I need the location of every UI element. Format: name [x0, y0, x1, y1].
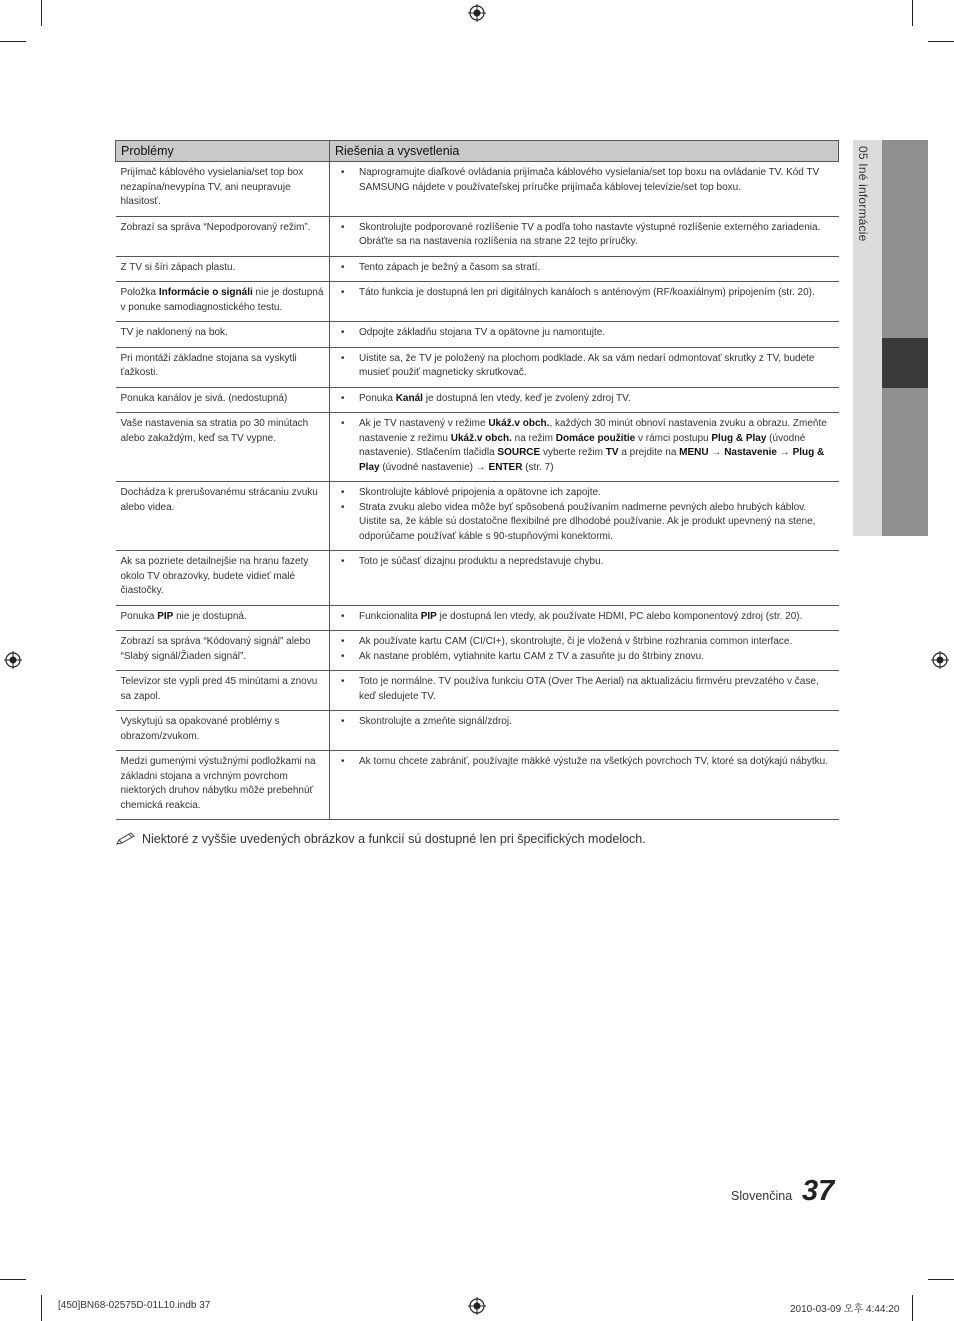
solution-list	[339, 417, 834, 475]
print-timestamp: 2010-03-09 오후 4:44:20	[790, 1304, 900, 1315]
solution-list	[339, 715, 834, 730]
solution-list	[339, 166, 834, 195]
text-segment: nie je dostupná.	[173, 610, 247, 622]
header-solutions: Riešenia a vysvetlenia	[330, 141, 839, 162]
text-segment: Ponuka	[359, 392, 396, 404]
text-segment: Ponuka	[120, 610, 158, 622]
table-row	[116, 322, 839, 348]
crop-mark	[0, 1279, 26, 1280]
solution-cell	[330, 162, 839, 217]
ui-term: TV	[605, 447, 619, 458]
solution-cell	[330, 256, 839, 282]
solution-list	[339, 392, 834, 407]
solution-cell	[330, 631, 839, 671]
text-segment: a prejdite na	[618, 447, 680, 458]
solution-item	[339, 486, 834, 501]
text-segment: Táto funkcia je dostupná len pri digitálnych kanáloch s anténovým (RF/koaxiálnym) pripojením (str. 20).	[359, 287, 815, 298]
solution-item	[339, 715, 834, 730]
text-segment: Ponuka kanálov je sivá. (nedostupná)	[120, 392, 288, 404]
solution-item	[339, 555, 834, 570]
table-row	[116, 605, 839, 631]
solution-cell	[330, 216, 839, 256]
solution-item	[339, 392, 834, 407]
ui-term: SOURCE	[497, 447, 541, 458]
solution-list	[339, 755, 834, 770]
problem-cell	[116, 216, 330, 256]
text-segment: Z TV si šíri zápach plastu.	[120, 261, 236, 273]
registration-mark-icon	[468, 4, 486, 22]
text-segment: Odpojte základňu stojana TV a opätovne ju namontujte.	[359, 327, 606, 338]
text-segment: Televízor ste vypli pred 45 minútami a znovu sa zapol.	[120, 676, 318, 702]
table-row	[116, 482, 839, 551]
ui-term: ENTER	[488, 461, 523, 473]
table-row	[116, 387, 839, 413]
problem-cell	[116, 282, 330, 322]
table-row	[116, 671, 839, 711]
table-row	[116, 282, 839, 322]
text-segment: Medzi gumenými výstužnými podložkami na základni stojana a vrchným povrchom niektorých druhov nábytku môže prebehnúť chemická reakcia.	[120, 756, 316, 811]
table-header-row	[116, 141, 839, 162]
solution-list	[339, 352, 834, 381]
solution-list	[339, 286, 834, 301]
text-segment: Funkcionalita	[359, 610, 421, 622]
solution-list	[339, 610, 834, 625]
text-segment: Naprogramujte diaľkové ovládania prijímača káblového vysielania/set top boxu na ovládanie TV. Kód TV SAMSUNG nájdete v používateľskej príručke prijímača káblovej televízie/set top boxu.	[359, 167, 820, 193]
ui-term: PIP	[157, 610, 174, 622]
text-segment: na režim	[511, 432, 556, 444]
ui-term: Ukáž.v obch.	[488, 418, 550, 429]
solution-cell	[330, 387, 839, 413]
problem-cell	[116, 551, 330, 606]
ui-term: MENU	[679, 447, 709, 458]
note-text: Niektoré z vyššie uvedených obrázkov a funkcií sú dostupné len pri špecifických modeloch.	[142, 832, 646, 846]
text-segment: nie je dostupná v ponuke samodiagnostického testu.	[120, 287, 324, 313]
solution-list	[339, 486, 834, 544]
solution-list	[339, 221, 834, 250]
ui-term: Informácie o signáli	[158, 287, 253, 298]
problem-cell	[116, 347, 330, 387]
ui-term: Kanál	[395, 392, 423, 404]
chapter-tab-marker	[882, 338, 928, 388]
solution-item	[339, 675, 834, 704]
text-segment: (úvodné nastavenie). Stlačením tlačidla	[359, 432, 806, 458]
table-row	[116, 413, 839, 482]
solution-item	[339, 221, 834, 250]
language-label: Slovenčina	[731, 1189, 793, 1203]
problem-cell	[116, 322, 330, 348]
crop-mark	[912, 0, 913, 26]
solution-item	[339, 352, 834, 381]
text-segment: je dostupná len vtedy, ak používate HDMI, PC alebo komponentový zdroj (str. 20).	[436, 610, 803, 622]
ui-term: Plug & Play	[711, 432, 767, 444]
text-segment: (úvodné nastavenie) →	[379, 461, 489, 473]
crop-mark	[912, 1295, 913, 1321]
text-segment: Ak sa pozriete detailnejšie na hranu fazety okolo TV obrazovky, budete vidieť malé čiastočky.	[120, 556, 309, 596]
text-segment: Ak nastane problém, vytiahnite kartu CAM z TV a zasuňte ju do štrbiny znovu.	[359, 650, 704, 662]
text-segment: Prijímač káblového vysielania/set top box nezapína/nevypína TV, ani neupravuje hlasitosť.	[120, 167, 304, 207]
solution-item	[339, 610, 834, 625]
troubleshooting-table	[115, 140, 839, 820]
table-body	[116, 162, 839, 820]
text-segment: Ak tomu chcete zabrániť, používajte mäkké výstuže na všetkých povrchoch TV, ktoré sa dotýkajú nábytku.	[359, 756, 828, 767]
text-segment: Skontrolujte podporované rozlíšenie TV a podľa toho nastavte výstupné rozlíšenie externého zariadenia. Obráťte sa na nastavenia rozlíšenia na strane 22 tejto príručky.	[359, 221, 821, 247]
ui-term: Domáce použitie	[555, 432, 636, 444]
table-row	[116, 347, 839, 387]
text-segment: Dochádza k prerušovanému strácaniu zvuku alebo videa.	[120, 487, 318, 513]
text-segment: , každých 30 minút obnoví nastavenia zvuku a obrazu. Zmeňte nastavenie z režimu	[359, 418, 827, 444]
solution-item	[339, 326, 834, 341]
crop-mark	[0, 41, 26, 42]
problem-cell	[116, 413, 330, 482]
table-row	[116, 751, 839, 820]
text-segment: vyberte režim	[540, 447, 606, 458]
solution-cell	[330, 605, 839, 631]
solution-item	[339, 417, 834, 475]
solution-item	[339, 650, 834, 665]
solution-list	[339, 261, 834, 276]
text-segment: Zobrazí sa správa “Nepodporovaný režim”.	[120, 221, 311, 233]
text-segment: v rámci postupu	[635, 432, 712, 444]
registration-mark-icon	[4, 651, 22, 669]
solution-item	[339, 635, 834, 650]
text-segment: Toto je súčasť dizajnu produktu a nepredstavuje chybu.	[359, 556, 604, 567]
problem-cell	[116, 711, 330, 751]
solution-cell	[330, 711, 839, 751]
ui-term: PIP	[420, 610, 437, 622]
text-segment: Toto je normálne. TV používa funkciu OTA (Over The Aerial) na aktualizáciu firmvéru prevzatého v čase, keď sledujete TV.	[359, 676, 819, 702]
ui-term: Nastavenie	[724, 447, 777, 458]
text-segment: Ak je TV nastavený v režime	[359, 418, 489, 429]
table-row	[116, 711, 839, 751]
registration-mark-icon	[931, 651, 949, 669]
registration-mark-icon	[468, 1297, 486, 1315]
solution-list	[339, 555, 834, 570]
problem-cell	[116, 605, 330, 631]
ui-term: Ukáž.v obch.	[450, 432, 512, 444]
text-segment: Zobrazí sa správa “Kódovaný signál” alebo “Slabý signál/Žiaden signál”.	[120, 636, 311, 662]
crop-mark	[41, 1295, 42, 1321]
solution-cell	[330, 551, 839, 606]
table-row	[116, 162, 839, 217]
problem-cell	[116, 482, 330, 551]
table-row	[116, 256, 839, 282]
solution-cell	[330, 282, 839, 322]
solution-cell	[330, 347, 839, 387]
chapter-label: 05 Iné informácie	[856, 146, 870, 242]
solution-item	[339, 501, 834, 545]
problem-cell	[116, 631, 330, 671]
text-segment: Položka	[120, 287, 159, 298]
problem-cell	[116, 162, 330, 217]
text-segment: Ak používate kartu CAM (CI/CI+), skontrolujte, či je vložená v štrbine rozhrania common interface.	[359, 636, 793, 647]
ui-term: Plug & Play	[359, 447, 825, 473]
crop-mark	[41, 0, 42, 26]
text-segment: Strata zvuku alebo videa môže byť spôsobená používaním nadmerne pevných alebo hrubých káblov. Uistite sa, že káble sú dostatočne flexibilné pre dlhodobé používanie. Ak je produkt upevnený na stene, odporúčame používať káble s 90-stupňovými konektormi.	[359, 501, 816, 542]
solution-cell	[330, 482, 839, 551]
problem-cell	[116, 751, 330, 820]
crop-mark	[928, 1279, 954, 1280]
page-number: 37	[802, 1175, 835, 1207]
solution-list	[339, 635, 834, 664]
text-segment: je dostupná len vtedy, keď je zvolený zdroj TV.	[422, 392, 631, 404]
problem-cell	[116, 256, 330, 282]
solution-cell	[330, 413, 839, 482]
solution-cell	[330, 751, 839, 820]
text-segment: Vyskytujú sa opakované problémy s obrazom/zvukom.	[120, 716, 280, 742]
crop-mark	[928, 41, 954, 42]
solution-item	[339, 261, 834, 276]
text-segment: Vaše nastavenia sa stratia po 30 minútach alebo zakaždým, keď sa TV vypne.	[120, 418, 309, 444]
solution-item	[339, 755, 834, 770]
text-segment: →	[708, 447, 725, 458]
text-segment: Uistite sa, že TV je položený na plochom podklade. Ak sa vám nedarí odmontovať skrutky z TV, budete musieť použiť magneticky skrutkovač.	[359, 352, 815, 378]
header-problems: Problémy	[116, 141, 330, 162]
text-segment: Tento zápach je bežný a časom sa stratí.	[359, 261, 541, 273]
text-segment: Skontrolujte káblové pripojenia a opätovne ich zapojte.	[359, 487, 601, 498]
table-row	[116, 216, 839, 256]
solution-item	[339, 166, 834, 195]
file-info: [450]BN68-02575D-01L10.indb 37	[58, 1300, 211, 1311]
problem-cell	[116, 387, 330, 413]
table-row	[116, 631, 839, 671]
solution-cell	[330, 322, 839, 348]
text-segment: →	[777, 447, 793, 458]
text-segment: (str. 7)	[522, 461, 554, 473]
table-row	[116, 551, 839, 606]
text-segment: Pri montáži základne stojana sa vyskytli ťažkosti.	[120, 352, 297, 378]
text-segment: Skontrolujte a zmeňte signál/zdroj.	[359, 716, 512, 727]
problem-cell	[116, 671, 330, 711]
solution-item	[339, 286, 834, 301]
solution-list	[339, 326, 834, 341]
text-segment: TV je naklonený na bok.	[120, 327, 228, 338]
pencil-note-icon	[116, 832, 136, 846]
note	[116, 832, 646, 846]
solution-cell	[330, 671, 839, 711]
solution-list	[339, 675, 834, 704]
